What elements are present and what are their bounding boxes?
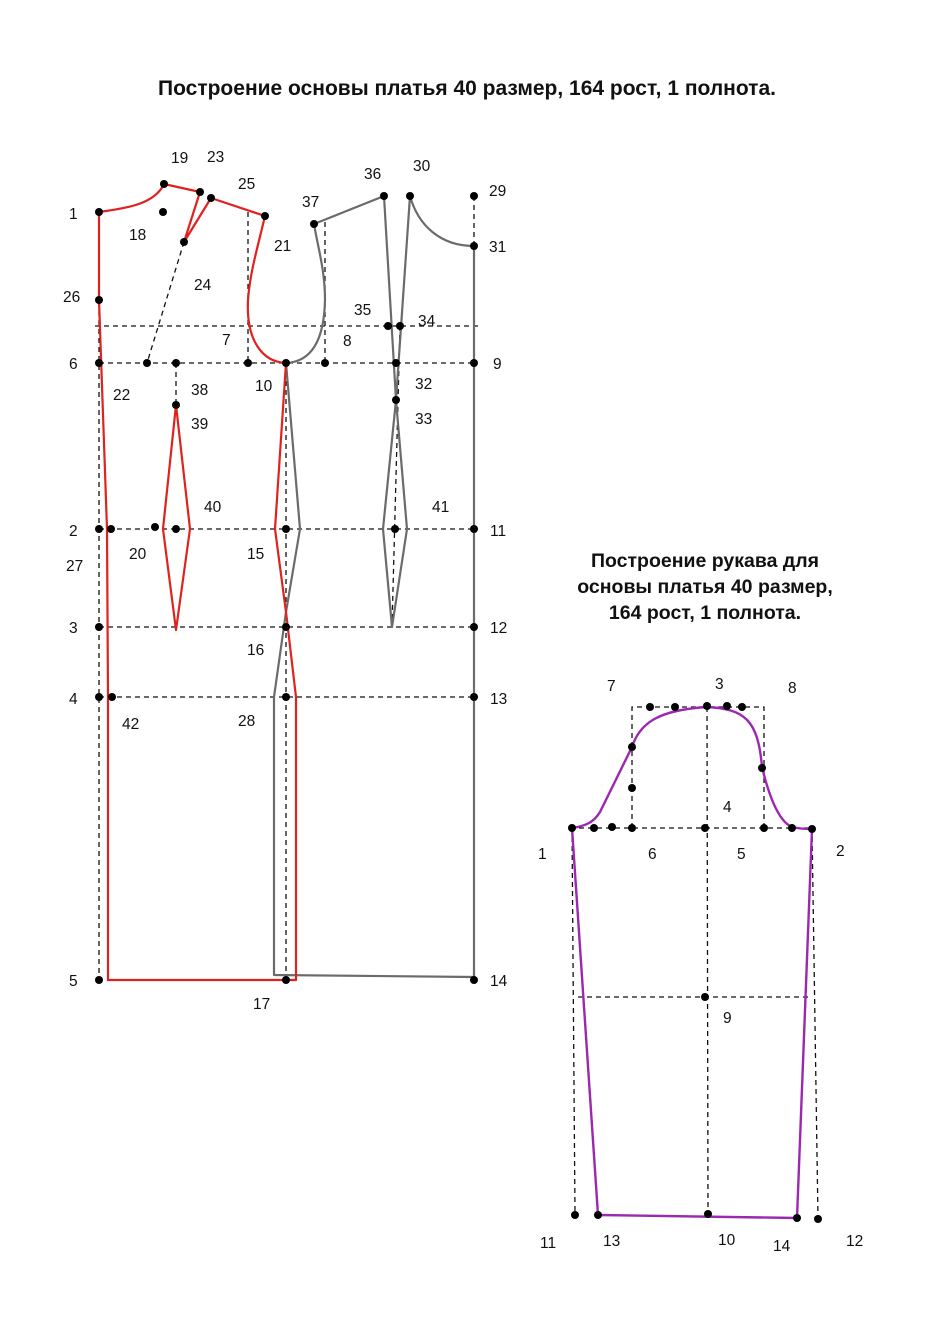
- sleeve-points: [568, 702, 822, 1223]
- sleeve-label-12: 12: [846, 1233, 864, 1250]
- sleeve-label-2: 2: [836, 843, 845, 860]
- sleeve-center-line: [707, 707, 708, 1215]
- sleeve-point-9: [701, 993, 709, 1001]
- point-1: [95, 208, 103, 216]
- label-14: 14: [490, 973, 508, 990]
- back-neckline: [410, 196, 474, 246]
- sleeve-label-10: 10: [718, 1232, 736, 1249]
- sleeve-guides: [570, 707, 818, 1219]
- point-3: [95, 623, 103, 631]
- point-34: [396, 322, 404, 330]
- label-10: 10: [255, 378, 273, 395]
- label-29: 29: [489, 183, 507, 200]
- front-dart-upper: [164, 184, 211, 242]
- sleeve-point-8: [738, 703, 746, 711]
- sleeve-point-13: [594, 1211, 602, 1219]
- point-22: [107, 525, 115, 533]
- sleeve-point-5: [760, 824, 768, 832]
- sleeve-point-7b: [671, 703, 679, 711]
- point-15: [282, 525, 290, 533]
- back-shoulder: [314, 196, 384, 224]
- sleeve-label-1: 1: [538, 846, 547, 863]
- label-4: 4: [69, 691, 78, 708]
- point-42: [108, 693, 116, 701]
- label-36: 36: [364, 166, 382, 183]
- sleeve-point-1: [568, 824, 576, 832]
- front-piece: [99, 184, 296, 980]
- label-5: 5: [69, 973, 78, 990]
- sleeve-point-2: [808, 825, 816, 833]
- label-27: 27: [66, 558, 84, 575]
- front-waist-dart: [163, 405, 190, 630]
- label-17: 17: [253, 996, 271, 1013]
- label-42: 42: [122, 716, 140, 733]
- point-17: [282, 976, 290, 984]
- point-18: [159, 208, 167, 216]
- point-12: [470, 623, 478, 631]
- label-37: 37: [302, 194, 320, 211]
- sleeve-point-10: [704, 1210, 712, 1218]
- point-9: [470, 359, 478, 367]
- sleeve-outline: [572, 707, 812, 1218]
- point-39: [172, 401, 180, 409]
- point-7: [244, 359, 252, 367]
- back-shoulder-dart: [383, 196, 410, 627]
- point-8: [321, 359, 329, 367]
- label-22: 22: [113, 387, 131, 404]
- label-26: 26: [63, 289, 81, 306]
- sleeve-label-11: 11: [540, 1235, 557, 1252]
- sleeve-point-12: [814, 1215, 822, 1223]
- label-41: 41: [432, 499, 450, 516]
- label-1: 1: [69, 206, 78, 223]
- label-31: 31: [489, 239, 507, 256]
- point-26: [95, 296, 103, 304]
- point-23a: [196, 188, 204, 196]
- sleeve-point-6c: [628, 743, 636, 751]
- main-title: Построение основы платья 40 размер, 164 рост, 1 полнота.: [158, 77, 776, 100]
- label-7: 7: [222, 332, 231, 349]
- sleeve-title-line-1: Построение рукава для: [590, 550, 819, 572]
- point-4: [95, 693, 103, 701]
- point-13: [470, 693, 478, 701]
- label-39: 39: [191, 416, 209, 433]
- label-16: 16: [247, 642, 265, 659]
- front-outline: [99, 212, 296, 980]
- sleeve-label-9: 9: [723, 1010, 732, 1027]
- label-3: 3: [69, 620, 78, 637]
- sleeve-label-13: 13: [603, 1233, 621, 1250]
- label-24: 24: [194, 277, 212, 294]
- point-24: [180, 238, 188, 246]
- sleeve-point-8b: [758, 764, 766, 772]
- label-12: 12: [490, 620, 508, 637]
- label-18: 18: [129, 227, 147, 244]
- label-19: 19: [171, 150, 189, 167]
- label-33: 33: [415, 411, 433, 428]
- label-13: 13: [490, 691, 508, 708]
- label-11: 11: [490, 523, 507, 540]
- sleeve-point-4: [701, 824, 709, 832]
- back-armhole: [286, 224, 325, 363]
- sleeve-label-8: 8: [788, 680, 797, 697]
- point-35: [384, 322, 392, 330]
- front-shoulder: [211, 198, 265, 216]
- point-14: [470, 976, 478, 984]
- sleeve-left-guide: [572, 828, 575, 1215]
- back-outline: [274, 246, 474, 977]
- sleeve-point-7: [646, 703, 654, 711]
- point-21: [261, 212, 269, 220]
- back-piece: [274, 196, 474, 977]
- point-6: [95, 359, 103, 367]
- bodice-labels: [63, 149, 508, 1013]
- label-35: 35: [354, 302, 372, 319]
- point-11: [470, 525, 478, 533]
- point-23b: [207, 194, 215, 202]
- point-6b: [143, 359, 151, 367]
- point-20: [151, 523, 159, 531]
- point-2: [95, 525, 103, 533]
- point-30: [406, 192, 414, 200]
- point-5: [95, 976, 103, 984]
- sleeve-label-3: 3: [715, 676, 724, 693]
- label-25: 25: [238, 176, 256, 193]
- sleeve-point-14: [793, 1214, 801, 1222]
- point-29: [470, 192, 478, 200]
- guide-line-24: [147, 242, 184, 363]
- point-41: [391, 525, 399, 533]
- label-15: 15: [247, 546, 265, 563]
- label-40: 40: [204, 499, 222, 516]
- label-28: 28: [238, 713, 256, 730]
- point-37: [310, 220, 318, 228]
- point-32: [392, 359, 400, 367]
- point-36: [380, 192, 388, 200]
- sleeve-cap-box: [632, 707, 764, 828]
- label-9: 9: [493, 356, 502, 373]
- point-38: [172, 359, 180, 367]
- sleeve-point-3: [703, 702, 711, 710]
- point-28: [282, 693, 290, 701]
- sleeve-point-3b: [723, 702, 731, 710]
- label-20: 20: [129, 546, 147, 563]
- sleeve-label-6: 6: [648, 846, 657, 863]
- sleeve-title-line-3: 164 рост, 1 полнота.: [608, 602, 802, 624]
- label-6: 6: [69, 356, 78, 373]
- point-16: [282, 623, 290, 631]
- point-40: [172, 525, 180, 533]
- sleeve-point-6: [628, 824, 636, 832]
- sleeve-point-2b: [788, 824, 796, 832]
- label-34: 34: [418, 313, 436, 330]
- label-23: 23: [207, 149, 225, 166]
- label-21: 21: [274, 238, 292, 255]
- sleeve-label-14: 14: [773, 1238, 791, 1255]
- label-8: 8: [343, 333, 352, 350]
- sleeve-point-6b: [628, 784, 636, 792]
- point-33: [392, 396, 400, 404]
- point-31: [470, 242, 478, 250]
- sleeve-point-1c: [608, 823, 616, 831]
- label-30: 30: [413, 158, 431, 175]
- sleeve-point-1b: [590, 824, 598, 832]
- label-32: 32: [415, 376, 433, 393]
- point-19: [160, 180, 168, 188]
- sleeve-label-7: 7: [607, 678, 616, 695]
- label-2: 2: [69, 523, 78, 540]
- sleeve-point-11: [571, 1211, 579, 1219]
- label-38: 38: [191, 382, 209, 399]
- front-neckline: [99, 184, 164, 212]
- sleeve-label-5: 5: [737, 846, 746, 863]
- sleeve-right-guide: [812, 828, 818, 1219]
- sleeve-title-line-2: основы платья 40 размер,: [577, 576, 833, 598]
- point-10: [282, 359, 290, 367]
- sleeve-label-4: 4: [723, 799, 732, 816]
